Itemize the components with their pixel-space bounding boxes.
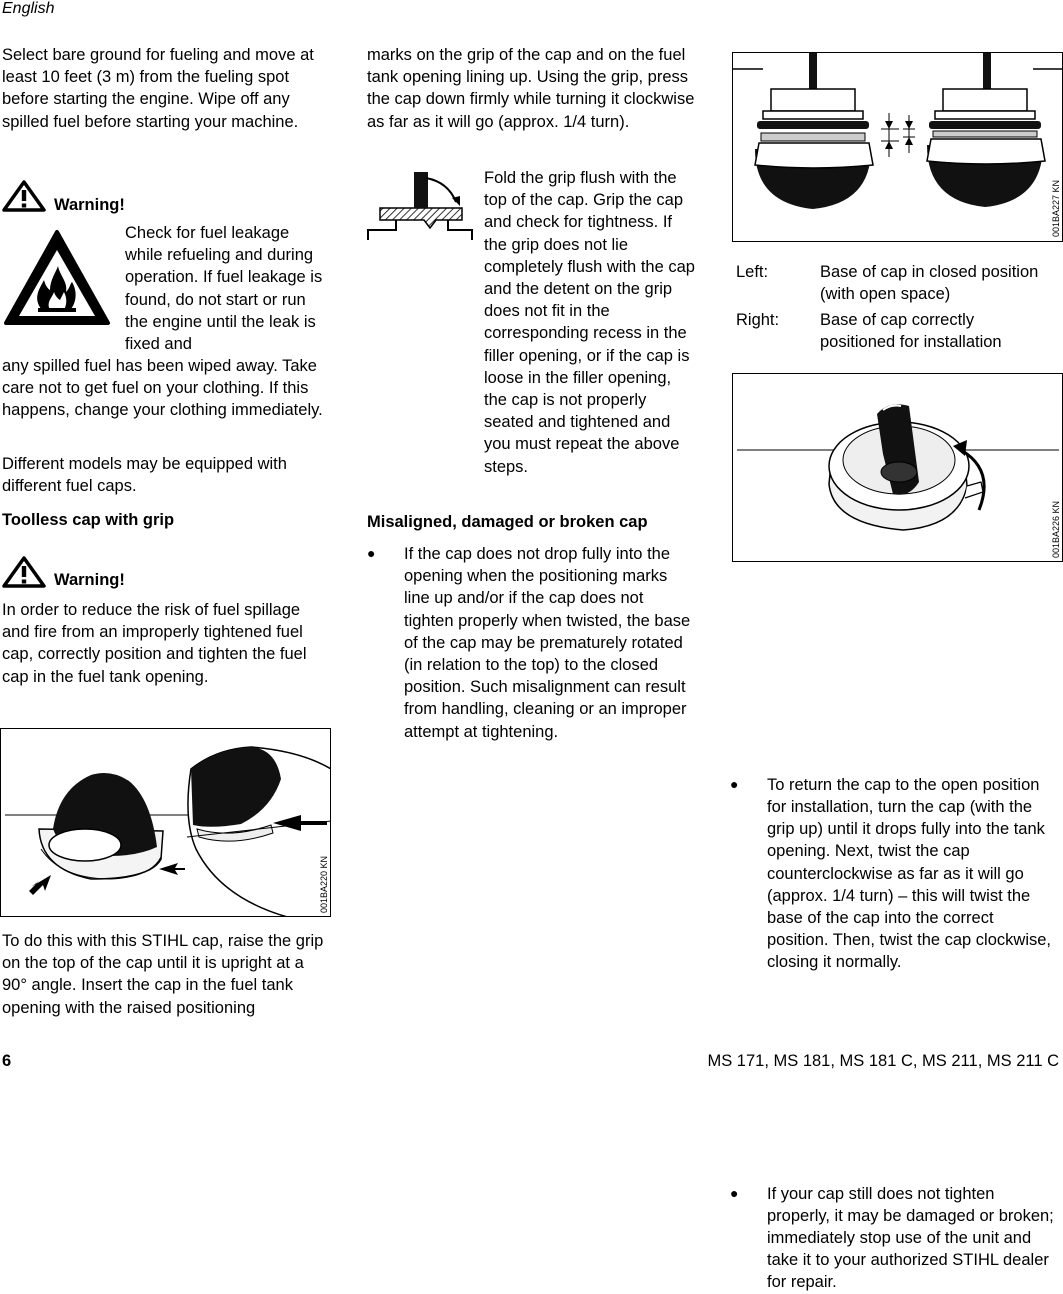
warning-title: Warning! bbox=[54, 571, 125, 589]
footer-models: MS 171, MS 181, MS 181 C, MS 211, MS 211 C bbox=[707, 1052, 1059, 1070]
list-item bbox=[730, 774, 1059, 974]
fold-grip-text: Fold the grip flush with the top of the cap. Grip the cap and check for tightness. If the grip does not lie completely flush with the cap and the detent on the grip does not fit in the corresponding recess in the filler opening, or if the cap is loose in the filler opening, the cap is not properly seated and tightened and you must repeat the above steps. bbox=[484, 169, 695, 476]
steps-paragraph: To do this with this STIHL cap, raise the grip on the top of the cap until it is upright at a 90° angle. Insert the cap in the fuel tank opening with the raised positioning bbox=[2, 932, 324, 1017]
figure-code: 001BA226 KN bbox=[1051, 500, 1061, 558]
bullet-icon: ● bbox=[730, 1184, 739, 1201]
warning-icon bbox=[2, 556, 46, 588]
figure-cap-insertion bbox=[0, 728, 331, 917]
figure-cap-twist bbox=[732, 373, 1063, 562]
figure-cap-base-comparison bbox=[732, 52, 1063, 242]
right-label: Right: bbox=[736, 311, 780, 329]
grip-fold-diagram bbox=[366, 168, 474, 248]
list-item-text: If your cap still does not tighten properly, it may be damaged or broken; immediately stop use of the unit and take it to your authorized STIHL dealer for repair. bbox=[767, 1184, 1054, 1292]
section-title-misaligned-cap: Misaligned, damaged or broken cap bbox=[367, 513, 648, 531]
section-title-toolless-cap: Toolless cap with grip bbox=[2, 511, 175, 529]
figure-code: 001BA220 KN bbox=[319, 855, 329, 913]
models-note: Different models may be equipped with different fuel caps. bbox=[2, 455, 287, 496]
left-label: Left: bbox=[736, 263, 769, 281]
flammable-icon bbox=[2, 228, 112, 328]
warning-icon bbox=[2, 180, 46, 212]
figure-code: 001BA227 KN bbox=[1051, 179, 1061, 237]
list-item bbox=[730, 1183, 1059, 1294]
right-description: Base of cap correctly positioned for installation bbox=[820, 311, 1002, 352]
page-header-language: English bbox=[2, 0, 55, 17]
list-item-text: If the cap does not drop fully into the opening when the positioning marks line up and/or if the cap does not tighten properly when twisted, the base of the cap may be prematurely rotated (in relation to the top) to the closed position. Such misalignment can result from handling, cleaning or an improper attempt at tightening. bbox=[404, 545, 691, 741]
warning-leakage-continued: any spilled fuel has been wiped away. Take care not to get fuel on your clothing. If this happens, change your clothing immediately. bbox=[2, 357, 323, 420]
bullet-icon: ● bbox=[730, 775, 739, 792]
intro-paragraph: Select bare ground for fueling and move at least 10 feet (3 m) from the fueling spot before starting the engine. Wipe off any spilled fuel before starting your machine. bbox=[2, 46, 314, 131]
steps-paragraph-continued: marks on the grip of the cap and on the fuel tank opening lining up. Using the grip, press the cap down firmly while turning it clockwise as far as it will go (approx. 1/4 turn). bbox=[367, 46, 695, 131]
warning-title: Warning! bbox=[54, 196, 125, 214]
warning-leakage-text: Check for fuel leakage while refueling and during operation. If fuel leakage is found, do not start or run the engine until the leak is fixed and bbox=[125, 224, 323, 354]
bullet-icon: ● bbox=[367, 545, 376, 561]
page-number: 6 bbox=[2, 1052, 12, 1070]
list-item bbox=[367, 543, 694, 743]
left-description: Base of cap in closed position (with open space) bbox=[820, 263, 1039, 304]
warning-spillage-text: In order to reduce the risk of fuel spillage and fire from an improperly tightened fuel cap, correctly position and tighten the fuel cap in the fuel tank opening. bbox=[2, 601, 307, 686]
list-item-text: To return the cap to the open position for installation, turn the cap (with the grip up) until it drops fully into the tank opening. Next, twist the cap counterclockwise as far as it will go (approx. 1/4 turn) – this will twist the base of the cap into the correct position. Then, twist the cap clockwise, closing it normally. bbox=[767, 775, 1051, 972]
